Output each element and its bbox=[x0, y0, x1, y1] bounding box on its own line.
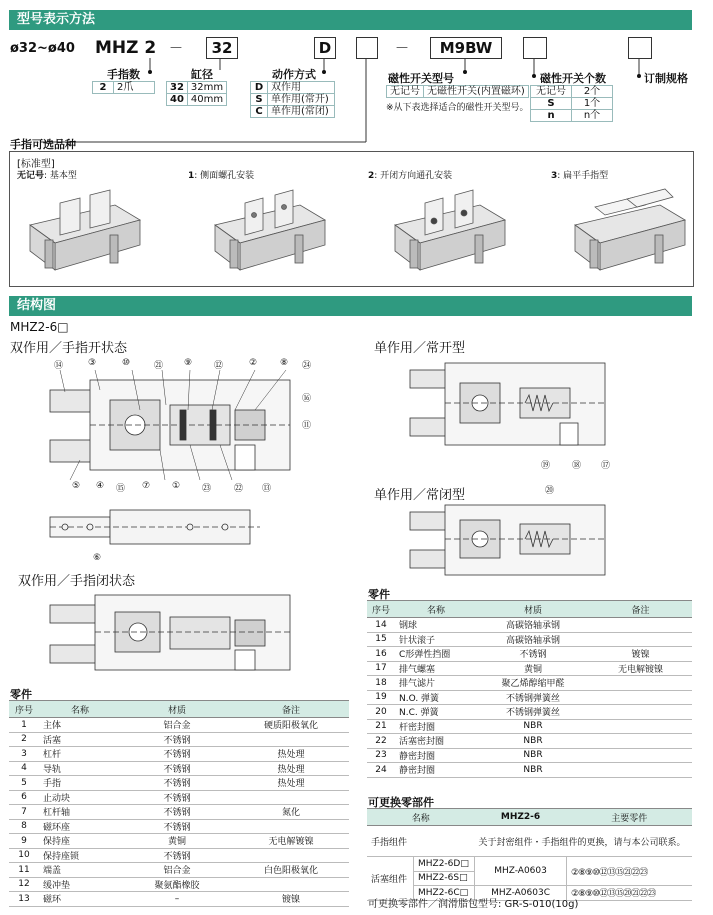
cell-material: 不锈钢弹簧丝 bbox=[477, 705, 589, 720]
table-row bbox=[367, 690, 692, 705]
cell-name: 活塞密封圈 bbox=[395, 734, 477, 749]
callout-16: ⑯ bbox=[302, 394, 312, 404]
section-drawing-pin-view bbox=[50, 505, 260, 550]
section-drawing-double-open bbox=[50, 370, 295, 480]
cell-no: 21 bbox=[367, 719, 395, 734]
callout-13: ⑬ bbox=[262, 484, 272, 494]
gripper-through-hole-illustration bbox=[385, 185, 515, 280]
cell-note: 热处理 bbox=[233, 776, 349, 791]
cell-name: 止动块 bbox=[39, 790, 121, 805]
cell-material: 聚乙烯醇缩甲醛 bbox=[477, 676, 589, 691]
replace-row-3-model: MHZ2-6C□ bbox=[414, 886, 475, 901]
table-row bbox=[367, 763, 692, 778]
cell-note bbox=[589, 676, 692, 691]
table-row bbox=[9, 732, 349, 747]
cell-material: 黄铜 bbox=[121, 834, 233, 849]
model-action-box: D bbox=[314, 37, 336, 59]
finger-option-2-desc: : 开闭方向通孔安装 bbox=[374, 171, 453, 181]
fingers-label: 手指数 bbox=[107, 68, 140, 81]
cell-note: 热处理 bbox=[233, 747, 349, 762]
cell-material: NBR bbox=[477, 763, 589, 778]
finger-option-3-code: 3 bbox=[551, 171, 558, 181]
cell-material: NBR bbox=[477, 748, 589, 763]
fingers-code: 2 bbox=[93, 82, 114, 94]
table-row bbox=[367, 632, 692, 647]
table-row bbox=[367, 705, 692, 720]
struct-model: MHZ2-6□ bbox=[10, 320, 69, 334]
replace-col-parts: 主要零件 bbox=[567, 809, 692, 826]
cell-name: 静密封圈 bbox=[395, 748, 477, 763]
cell-note bbox=[233, 790, 349, 805]
cell-no: 24 bbox=[367, 763, 395, 778]
cell-material: 不锈钢 bbox=[121, 761, 233, 776]
model-base: MHZ 2 bbox=[95, 38, 157, 58]
cell-name: 磁环 bbox=[39, 892, 121, 907]
col-material: 材质 bbox=[477, 601, 589, 618]
callout-23: ㉓ bbox=[202, 484, 212, 494]
finger-option-1-label bbox=[188, 168, 254, 181]
col-note: 备注 bbox=[589, 601, 692, 618]
section-drawing-single-open bbox=[410, 358, 610, 453]
table-row bbox=[9, 761, 349, 776]
bore-table bbox=[166, 81, 227, 106]
cell-material: 不锈钢 bbox=[121, 776, 233, 791]
cell-no: 2 bbox=[9, 732, 39, 747]
cell-material: 高碳铬轴承钢 bbox=[477, 632, 589, 647]
callout-10: ⑩ bbox=[122, 358, 131, 368]
replace-piston-name: 活塞组件 bbox=[367, 857, 414, 901]
callout-15: ⑮ bbox=[116, 484, 126, 494]
cell-material: 不锈钢 bbox=[121, 805, 233, 820]
replace-row-1-items: ②⑧⑨⑩⑫⑬⑮㉑㉒㉓ bbox=[567, 857, 692, 886]
cell-no: 16 bbox=[367, 647, 395, 662]
table-row bbox=[9, 819, 349, 834]
replace-title: 可更换零部件 bbox=[368, 796, 434, 809]
replace-table bbox=[367, 808, 692, 901]
replace-finger-note: 关于封密组件・手指组件的更换，请与本公司联系。 bbox=[475, 826, 692, 857]
fingers-table bbox=[92, 81, 155, 94]
finger-option-0-code: 无记号 bbox=[17, 171, 45, 181]
table-row bbox=[367, 734, 692, 749]
cell-material: 不锈钢 bbox=[121, 732, 233, 747]
table-row bbox=[367, 647, 692, 662]
struct-double-close-title: 双作用／手指闭状态 bbox=[18, 574, 136, 589]
cell-name: 排气滤片 bbox=[395, 676, 477, 691]
switch-type-desc: 无磁性开关(内置磁环) bbox=[424, 86, 529, 98]
cell-name: 保持座锁 bbox=[39, 848, 121, 863]
cell-name: 活塞 bbox=[39, 732, 121, 747]
switch-count-code-n: n bbox=[531, 110, 572, 122]
cell-material: – bbox=[121, 892, 233, 907]
gripper-side-tap-illustration bbox=[205, 185, 335, 280]
cell-note bbox=[589, 618, 692, 633]
switch-count-code-none: 无记号 bbox=[531, 86, 572, 98]
action-label: 动作方式 bbox=[272, 68, 316, 81]
cell-material: 高碳铬轴承钢 bbox=[477, 618, 589, 633]
switch-count-desc-n: n个 bbox=[572, 110, 613, 122]
cell-name: 导轨 bbox=[39, 761, 121, 776]
finger-option-2-code: 2 bbox=[368, 171, 375, 181]
callout-8: ⑧ bbox=[280, 358, 289, 368]
action-desc-c: 单作用(常闭) bbox=[268, 106, 335, 118]
replace-col-model: MHZ2-6 bbox=[475, 809, 567, 826]
table-row bbox=[9, 776, 349, 791]
section-drawing-double-close bbox=[50, 590, 295, 675]
switch-type-code: 无记号 bbox=[387, 86, 424, 98]
callout-17: ⑰ bbox=[601, 461, 611, 471]
cell-no: 4 bbox=[9, 761, 39, 776]
finger-options-label: 手指可选品种 bbox=[10, 138, 76, 151]
cell-no: 1 bbox=[9, 718, 39, 733]
cell-no: 23 bbox=[367, 748, 395, 763]
cell-no: 10 bbox=[9, 848, 39, 863]
cell-no: 8 bbox=[9, 819, 39, 834]
replace-row-3-part: MHZ-A0603C bbox=[475, 886, 567, 901]
cell-note: 无电解镀镍 bbox=[589, 661, 692, 676]
cell-material: NBR bbox=[477, 734, 589, 749]
finger-options-std-label: [标准型] bbox=[17, 159, 55, 170]
switch-type-table bbox=[386, 85, 529, 98]
cell-no: 22 bbox=[367, 734, 395, 749]
cell-note bbox=[233, 877, 349, 892]
cell-name: 端盖 bbox=[39, 863, 121, 878]
callout-7: ⑦ bbox=[142, 481, 151, 491]
bore-range: ø32~ø40 bbox=[10, 41, 75, 56]
cell-note: 镀镍 bbox=[589, 647, 692, 662]
callout-12: ⑫ bbox=[214, 361, 224, 371]
bore-code-32: 32 bbox=[167, 82, 188, 94]
cell-no: 15 bbox=[367, 632, 395, 647]
callout-24: ㉔ bbox=[302, 361, 312, 371]
cell-no: 3 bbox=[9, 747, 39, 762]
cell-no: 5 bbox=[9, 776, 39, 791]
section-title-structure: 结构图 bbox=[9, 296, 692, 316]
parts-right-title: 零件 bbox=[368, 588, 390, 601]
switch-type-note: ※从下表选择适合的磁性开关型号。 bbox=[386, 103, 529, 113]
model-bore-box: 32 bbox=[206, 37, 238, 59]
cell-name: 保持座 bbox=[39, 834, 121, 849]
callout-2: ② bbox=[249, 358, 258, 368]
cell-name: 磁环座 bbox=[39, 819, 121, 834]
cell-name: 静密封圈 bbox=[395, 763, 477, 778]
col-name: 名称 bbox=[39, 701, 121, 718]
action-desc-d: 双作用 bbox=[268, 82, 335, 94]
action-code-d: D bbox=[251, 82, 268, 94]
cell-no: 20 bbox=[367, 705, 395, 720]
cell-material: 不锈钢 bbox=[477, 647, 589, 662]
cell-no: 18 bbox=[367, 676, 395, 691]
cell-no: 7 bbox=[9, 805, 39, 820]
finger-option-1-desc: : 侧面螺孔安装 bbox=[194, 171, 255, 181]
gripper-flat-finger-illustration bbox=[565, 185, 695, 280]
table-row bbox=[9, 747, 349, 762]
cell-note bbox=[233, 732, 349, 747]
table-row bbox=[367, 748, 692, 763]
cell-material: 聚氨酯橡胶 bbox=[121, 877, 233, 892]
cell-material: 铝合金 bbox=[121, 718, 233, 733]
table-row bbox=[9, 790, 349, 805]
cell-name: 杠杆 bbox=[39, 747, 121, 762]
bore-code-40: 40 bbox=[167, 94, 188, 106]
replace-footer: 可更换零部件／润滑脂包型号: GR-S-010(10g) bbox=[368, 899, 579, 910]
struct-single-close-title: 单作用／常闭型 bbox=[374, 488, 466, 503]
finger-option-3-desc: : 扁平手指型 bbox=[557, 171, 609, 181]
table-header bbox=[9, 701, 349, 718]
cell-note bbox=[589, 690, 692, 705]
cell-name: 钢球 bbox=[395, 618, 477, 633]
cell-name: 排气螺塞 bbox=[395, 661, 477, 676]
parts-left-title: 零件 bbox=[10, 688, 32, 701]
cell-no: 9 bbox=[9, 834, 39, 849]
table-row bbox=[9, 848, 349, 863]
cell-name: 主体 bbox=[39, 718, 121, 733]
replace-col-name: 名称 bbox=[367, 809, 475, 826]
cell-no: 6 bbox=[9, 790, 39, 805]
cell-name: 杆密封圈 bbox=[395, 719, 477, 734]
cell-material: NBR bbox=[477, 719, 589, 734]
cell-material: 不锈钢 bbox=[121, 790, 233, 805]
cell-no: 11 bbox=[9, 863, 39, 878]
replace-row-1-part: MHZ-A0603 bbox=[475, 857, 567, 886]
cell-note: 白色阳极氧化 bbox=[233, 863, 349, 878]
cell-note bbox=[233, 819, 349, 834]
model-dash: — bbox=[170, 40, 182, 54]
callout-18: ⑱ bbox=[572, 461, 582, 471]
cell-no: 13 bbox=[9, 892, 39, 907]
cell-material: 不锈钢弹簧丝 bbox=[477, 690, 589, 705]
finger-option-0-label bbox=[17, 168, 77, 181]
cell-name: N.C. 弹簧 bbox=[395, 705, 477, 720]
parts-table-left bbox=[9, 700, 349, 907]
cell-note: 镀镍 bbox=[233, 892, 349, 907]
cell-note bbox=[589, 734, 692, 749]
col-no: 序号 bbox=[9, 701, 39, 718]
cell-material: 不锈钢 bbox=[121, 848, 233, 863]
table-row bbox=[9, 805, 349, 820]
callout-5: ⑤ bbox=[72, 481, 81, 491]
col-no: 序号 bbox=[367, 601, 395, 618]
table-row bbox=[9, 863, 349, 878]
gripper-basic-illustration bbox=[20, 185, 150, 280]
replace-row-2-model: MHZ2-6S□ bbox=[414, 871, 475, 886]
callout-14: ⑭ bbox=[54, 361, 64, 371]
action-table bbox=[250, 81, 335, 118]
replace-row-3-items: ②⑧⑨⑩⑫⑬⑮⑳㉑㉒㉓ bbox=[567, 886, 692, 901]
cell-material: 不锈钢 bbox=[121, 819, 233, 834]
table-row bbox=[367, 661, 692, 676]
callout-11: ⑪ bbox=[302, 421, 312, 431]
custom-label: 订制规格 bbox=[644, 72, 688, 85]
callout-4: ④ bbox=[96, 481, 105, 491]
finger-option-2-label bbox=[368, 168, 452, 181]
col-name: 名称 bbox=[395, 601, 477, 618]
struct-single-open-title: 单作用／常开型 bbox=[374, 341, 466, 356]
bore-desc-32: 32mm bbox=[187, 82, 226, 94]
finger-option-3-label bbox=[551, 168, 608, 181]
cell-note bbox=[589, 763, 692, 778]
switch-count-desc-s: 1个 bbox=[572, 98, 613, 110]
struct-double-open-title: 双作用／手指开状态 bbox=[10, 341, 128, 356]
cell-material: 铝合金 bbox=[121, 863, 233, 878]
table-row bbox=[367, 719, 692, 734]
cell-name: N.O. 弹簧 bbox=[395, 690, 477, 705]
action-code-s: S bbox=[251, 94, 268, 106]
cell-note bbox=[589, 632, 692, 647]
cell-name: 手指 bbox=[39, 776, 121, 791]
cell-note: 硬质阳极氧化 bbox=[233, 718, 349, 733]
replace-finger-name: 手指组件 bbox=[367, 826, 475, 857]
finger-option-1-code: 1 bbox=[188, 171, 195, 181]
col-note: 备注 bbox=[233, 701, 349, 718]
section-drawing-single-close bbox=[410, 500, 610, 580]
cell-note bbox=[589, 748, 692, 763]
callout-3: ③ bbox=[88, 358, 97, 368]
switch-count-desc-none: 2个 bbox=[572, 86, 613, 98]
model-switch-box: M9BW bbox=[430, 37, 502, 59]
switch-count-code-s: S bbox=[531, 98, 572, 110]
cell-name: 针状滚子 bbox=[395, 632, 477, 647]
switch-type-label: 磁性开关型号 bbox=[388, 72, 454, 85]
table-header bbox=[367, 601, 692, 618]
fingers-desc: 2爪 bbox=[114, 82, 155, 94]
callout-6: ⑥ bbox=[93, 553, 102, 563]
cell-name: C形弹性挡圈 bbox=[395, 647, 477, 662]
section-title-model: 型号表示方法 bbox=[9, 10, 692, 30]
cell-note: 热处理 bbox=[233, 761, 349, 776]
cell-material: 黄铜 bbox=[477, 661, 589, 676]
table-row bbox=[9, 834, 349, 849]
table-row bbox=[367, 676, 692, 691]
model-dash-2: — bbox=[396, 40, 408, 54]
callout-20: ⑳ bbox=[545, 486, 555, 496]
cell-no: 12 bbox=[9, 877, 39, 892]
cell-no: 19 bbox=[367, 690, 395, 705]
cell-material: 不锈钢 bbox=[121, 747, 233, 762]
callout-21: ㉑ bbox=[154, 361, 164, 371]
cell-no: 17 bbox=[367, 661, 395, 676]
table-row bbox=[367, 618, 692, 633]
table-row bbox=[9, 892, 349, 907]
cell-note: 无电解镀镍 bbox=[233, 834, 349, 849]
switch-count-table bbox=[530, 85, 613, 122]
table-row bbox=[9, 718, 349, 733]
bore-desc-40: 40mm bbox=[187, 94, 226, 106]
cell-name: 缓冲垫 bbox=[39, 877, 121, 892]
cell-note bbox=[233, 848, 349, 863]
action-desc-s: 单作用(常开) bbox=[268, 94, 335, 106]
parts-table-right bbox=[367, 600, 692, 778]
cell-no: 14 bbox=[367, 618, 395, 633]
switch-count-label: 磁性开关个数 bbox=[540, 72, 606, 85]
finger-option-0-desc: : 基本型 bbox=[44, 171, 77, 181]
cell-note bbox=[589, 705, 692, 720]
action-code-c: C bbox=[251, 106, 268, 118]
callout-9: ⑨ bbox=[184, 358, 193, 368]
table-row bbox=[9, 877, 349, 892]
callout-22: ㉒ bbox=[234, 484, 244, 494]
replace-row-1-model: MHZ2-6D□ bbox=[414, 857, 475, 872]
cell-note bbox=[589, 719, 692, 734]
callout-1: ① bbox=[172, 481, 181, 491]
callout-19: ⑲ bbox=[541, 461, 551, 471]
col-material: 材质 bbox=[121, 701, 233, 718]
bore-label: 缸径 bbox=[191, 68, 213, 81]
cell-note: 氮化 bbox=[233, 805, 349, 820]
cell-name: 杠杆轴 bbox=[39, 805, 121, 820]
